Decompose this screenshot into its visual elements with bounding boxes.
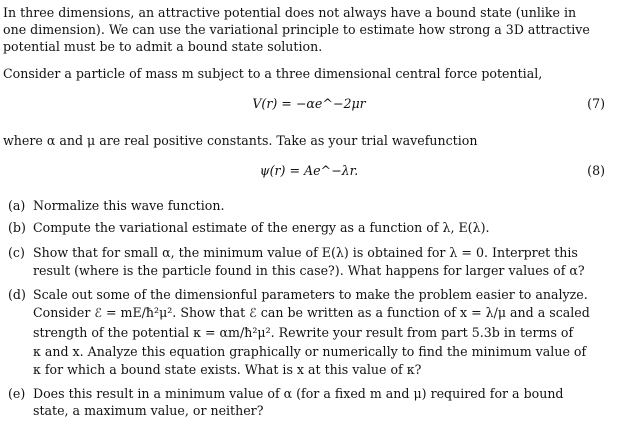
item-text: Normalize this wave function. [33, 198, 225, 213]
item-text: Does this result in a minimum value of α (for a fixed m and μ) required for a bound [33, 386, 564, 401]
item-text: Show that for small α, the minimum value of E(λ) is obtained for λ = 0. Interpret this [33, 245, 578, 260]
item-text: Scale out some of the dimensionful parameters to make the problem easier to analyze. [33, 287, 588, 302]
item-text: κ for which a bound state exists. What is x at this value of κ? [33, 362, 422, 377]
equation-7-number: (7) [587, 96, 605, 111]
intro-line-2: one dimension). We can use the variational principle to estimate how strong a 3D attractive [3, 22, 590, 37]
item-label: (e) [8, 386, 26, 401]
intro-line-3: potential must be to admit a bound state solution. [3, 39, 323, 54]
item-label: (d) [8, 287, 26, 302]
intro-line-1: In three dimensions, an attractive potential does not always have a bound state (unlike in [3, 5, 577, 20]
item-text: κ and x. Analyze this equation graphically or numerically to find the minimum value of [33, 344, 587, 359]
where-sentence: where α and μ are real positive constants. Take as your trial wavefunction [3, 133, 478, 148]
item-text: strength of the potential κ = αm/ħ²μ². Rewrite your result from part 5.3b in terms of [33, 325, 574, 340]
equation-8-number: (8) [587, 163, 605, 178]
item-text: result (where is the particle found in this case?). What happens for larger values of α? [33, 263, 585, 278]
item-label: (a) [8, 198, 26, 213]
equation-7: V(r) = −αe^−2μr [252, 96, 366, 111]
item-text: Compute the variational estimate of the energy as a function of λ, E(λ). [33, 220, 490, 235]
consider-sentence: Consider a particle of mass m subject to a three dimensional central force potential, [3, 66, 543, 81]
item-text: Consider ℰ = mE/ħ²μ². Show that ℰ can be written as a function of x = λ/μ and a scaled [33, 305, 590, 320]
item-label: (b) [8, 220, 26, 235]
item-text: state, a maximum value, or neither? [33, 403, 264, 418]
equation-8: ψ(r) = Ae^−λr. [259, 163, 359, 178]
item-label: (c) [8, 245, 25, 260]
